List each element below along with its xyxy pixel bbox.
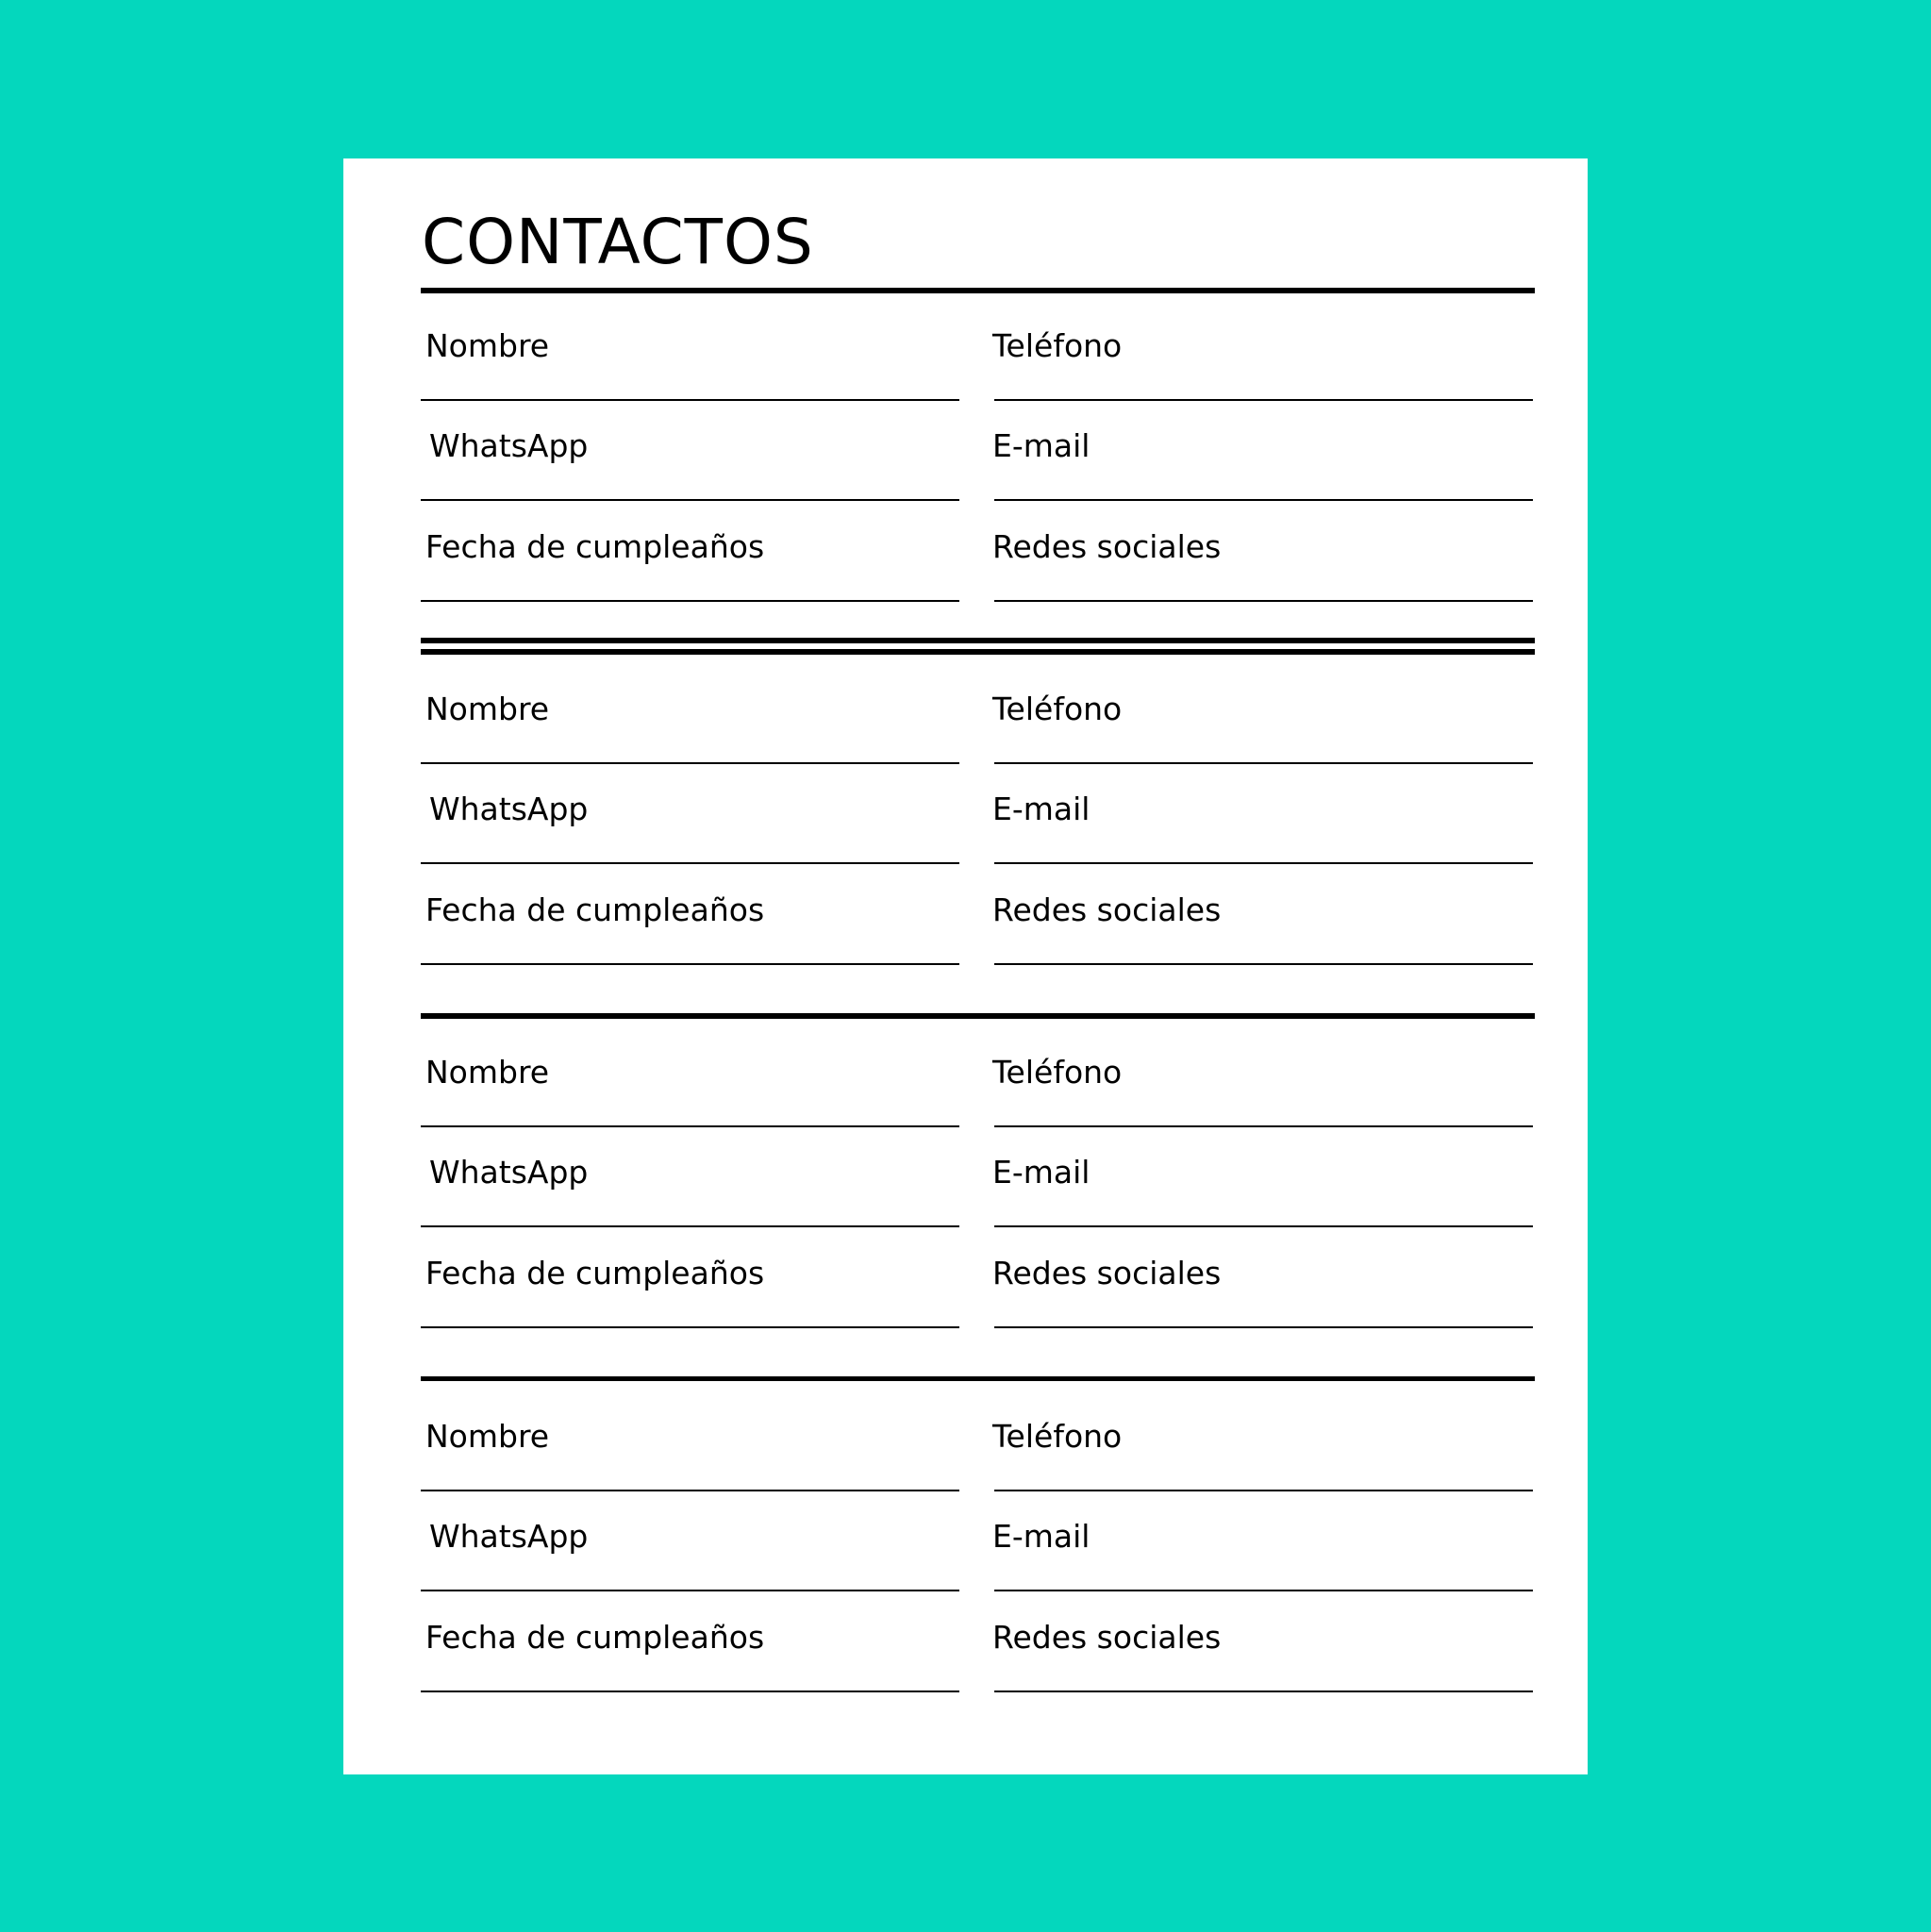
field-email[interactable]: [994, 1590, 1533, 1591]
field-whatsapp[interactable]: [421, 1590, 959, 1591]
contact-sheet: [343, 158, 1588, 1774]
separator: [421, 1376, 1535, 1382]
label-email: E-mail: [992, 1154, 1090, 1191]
field-email[interactable]: [994, 499, 1533, 501]
label-redes-sociales: Redes sociales: [992, 528, 1222, 565]
label-nombre: Nombre: [425, 691, 550, 727]
label-redes-sociales: Redes sociales: [992, 1619, 1222, 1656]
double-separator: [421, 638, 1535, 657]
label-fecha-cumpleanos: Fecha de cumpleaños: [425, 1619, 765, 1656]
page-title: CONTACTOS: [422, 206, 814, 278]
separator: [421, 1013, 1535, 1019]
separator-line: [421, 1013, 1535, 1019]
label-nombre: Nombre: [425, 1054, 550, 1091]
label-whatsapp: WhatsApp: [429, 1154, 589, 1191]
label-whatsapp: WhatsApp: [429, 1518, 589, 1555]
label-fecha-cumpleanos: Fecha de cumpleaños: [425, 891, 765, 928]
field-nombre[interactable]: [421, 399, 959, 401]
label-nombre: Nombre: [425, 1418, 550, 1455]
label-telefono: Teléfono: [992, 1054, 1123, 1091]
separator-line-bottom: [421, 649, 1535, 655]
field-nombre[interactable]: [421, 762, 959, 764]
field-email[interactable]: [994, 1225, 1533, 1227]
field-fecha-cumpleanos[interactable]: [421, 1690, 959, 1692]
field-redes-sociales[interactable]: [994, 1690, 1533, 1692]
label-fecha-cumpleanos: Fecha de cumpleaños: [425, 1255, 765, 1291]
label-telefono: Teléfono: [992, 327, 1123, 364]
field-telefono[interactable]: [994, 399, 1533, 401]
label-telefono: Teléfono: [992, 691, 1123, 727]
field-email[interactable]: [994, 862, 1533, 864]
separator-line-top: [421, 638, 1535, 643]
separator-line: [421, 1376, 1535, 1381]
label-redes-sociales: Redes sociales: [992, 891, 1222, 928]
field-nombre[interactable]: [421, 1490, 959, 1491]
label-whatsapp: WhatsApp: [429, 427, 589, 464]
title-rule: [421, 288, 1535, 293]
field-redes-sociales[interactable]: [994, 1326, 1533, 1328]
field-whatsapp[interactable]: [421, 862, 959, 864]
field-telefono[interactable]: [994, 1125, 1533, 1127]
label-email: E-mail: [992, 791, 1090, 827]
field-fecha-cumpleanos[interactable]: [421, 963, 959, 965]
field-nombre[interactable]: [421, 1125, 959, 1127]
field-fecha-cumpleanos[interactable]: [421, 1326, 959, 1328]
label-fecha-cumpleanos: Fecha de cumpleaños: [425, 528, 765, 565]
field-redes-sociales[interactable]: [994, 600, 1533, 602]
label-whatsapp: WhatsApp: [429, 791, 589, 827]
field-telefono[interactable]: [994, 1490, 1533, 1491]
field-fecha-cumpleanos[interactable]: [421, 600, 959, 602]
field-whatsapp[interactable]: [421, 499, 959, 501]
label-telefono: Teléfono: [992, 1418, 1123, 1455]
field-redes-sociales[interactable]: [994, 963, 1533, 965]
label-email: E-mail: [992, 1518, 1090, 1555]
label-email: E-mail: [992, 427, 1090, 464]
label-redes-sociales: Redes sociales: [992, 1255, 1222, 1291]
field-telefono[interactable]: [994, 762, 1533, 764]
label-nombre: Nombre: [425, 327, 550, 364]
field-whatsapp[interactable]: [421, 1225, 959, 1227]
